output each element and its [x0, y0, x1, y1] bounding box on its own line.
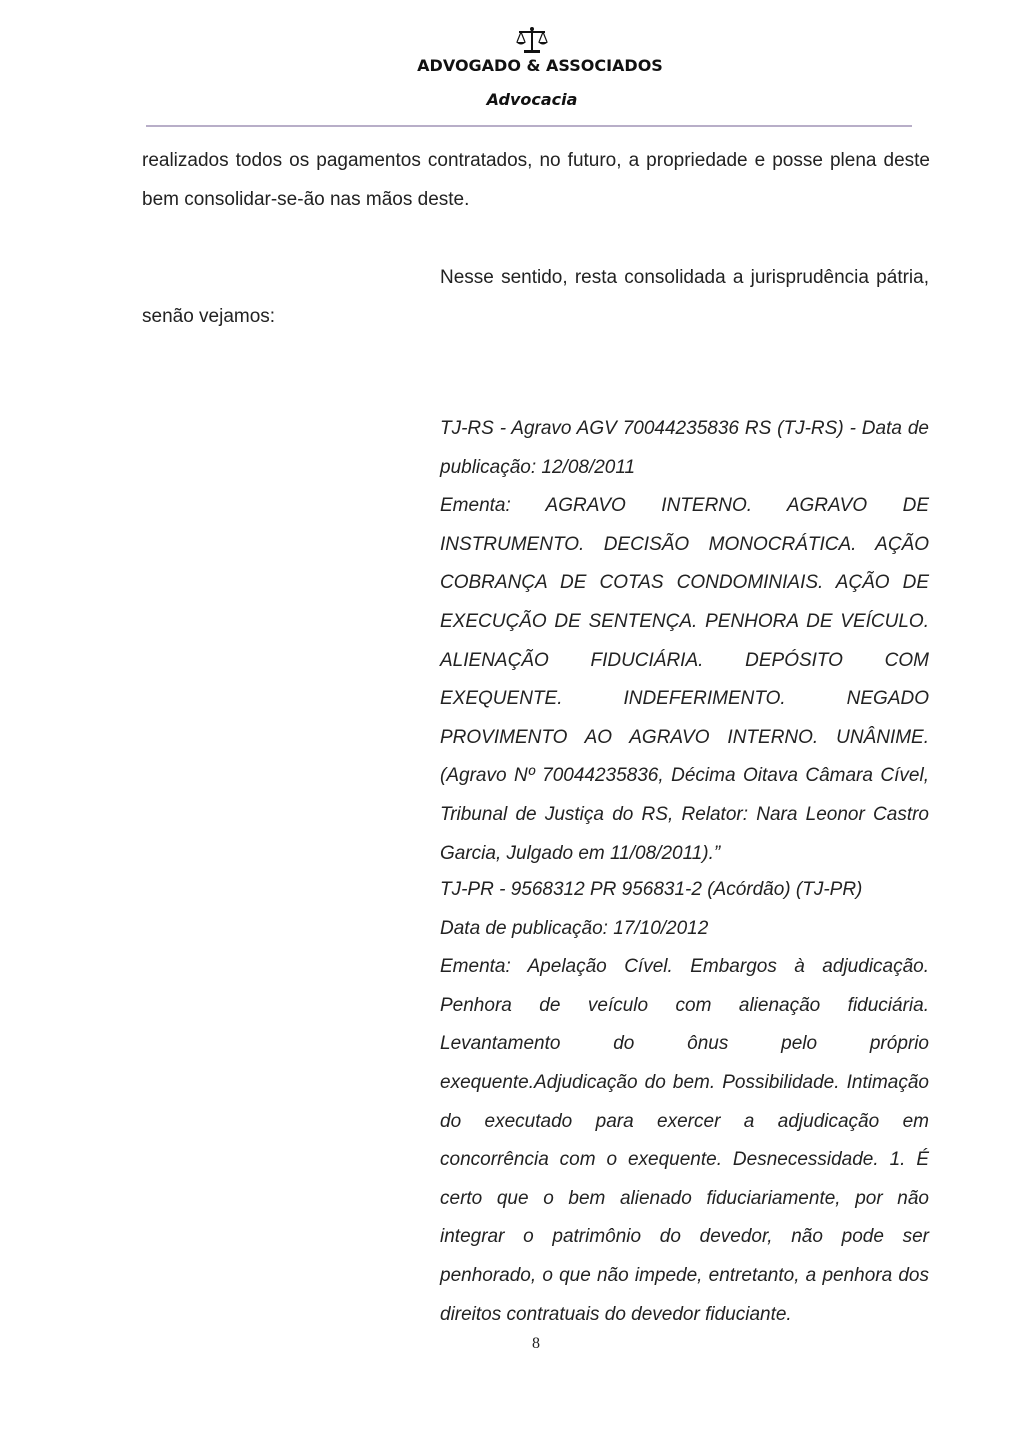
quote-date: Data de publicação: 17/10/2012 [440, 917, 709, 939]
page-number: 8 [532, 1335, 540, 1352]
firm-subtitle: Advocacia [486, 90, 578, 109]
body-paragraph-2-line-1: Nesse sentido, resta consolidada a jurisprudência pátria, [440, 267, 929, 288]
page-header [0, 0, 1024, 140]
quote-text: Ementa: Apelação Cível. Embargos à adjudicação. Penhora de veículo com alienação fiduciária. Levantamento do ônus pelo próprio exequente.Adjudicação do bem. Possibilidade. Intimação do executado para exercer a adjudicação em concorrência com o exequente. Desnecessidade. 1. É certo que o bem alienado fiduciariamente, por não integrar o patrimônio do devedor, não pode ser penhorado, o que não impede, entretanto, a penhora dos direitos contratuais do devedor fiduciante. [440, 956, 929, 1325]
scales-of-justice-icon [515, 26, 549, 54]
quote-text: Ementa: AGRAVO INTERNO. AGRAVO DE INSTRUMENTO. DECISÃO MONOCRÁTICA. AÇÃO COBRANÇA DE COTAS CONDOMINIAIS. AÇÃO DE EXECUÇÃO DE SENTENÇA. PENHORA DE VEÍCULO. ALIENAÇÃO FIDUCIÁRIA. DEPÓSITO COM EXEQUENTE. INDEFERIMENTO. NEGADO PROVIMENTO AO AGRAVO INTERNO. UNÂNIME. (Agravo Nº 70044235836, Décima Oitava Câmara Cível, Tribunal de Justiça do RS, Relator: Nara Leonor Castro Garcia, Julgado em 11/08/2011).” [440, 495, 929, 864]
body-paragraph-1: realizados todos os pagamentos contratados, no futuro, a propriedade e posse plena deste bem consolidar-se-ão nas mãos deste. [142, 150, 930, 210]
jurisprudence-quote-2 [440, 871, 929, 1334]
body-paragraph-2-line-2: senão vejamos: [142, 306, 276, 327]
jurisprudence-quote-1 [440, 410, 929, 873]
header-divider [146, 125, 912, 127]
quote-citation: TJ-PR - 9568312 PR 956831-2 (Acórdão) (TJ-PR) [440, 879, 863, 900]
quote-citation: TJ-RS - Agravo AGV 70044235836 RS (TJ-RS) - Data de publicação: 12/08/2011 [440, 418, 929, 478]
firm-name: ADVOGADO & ASSOCIADOS [417, 56, 663, 75]
